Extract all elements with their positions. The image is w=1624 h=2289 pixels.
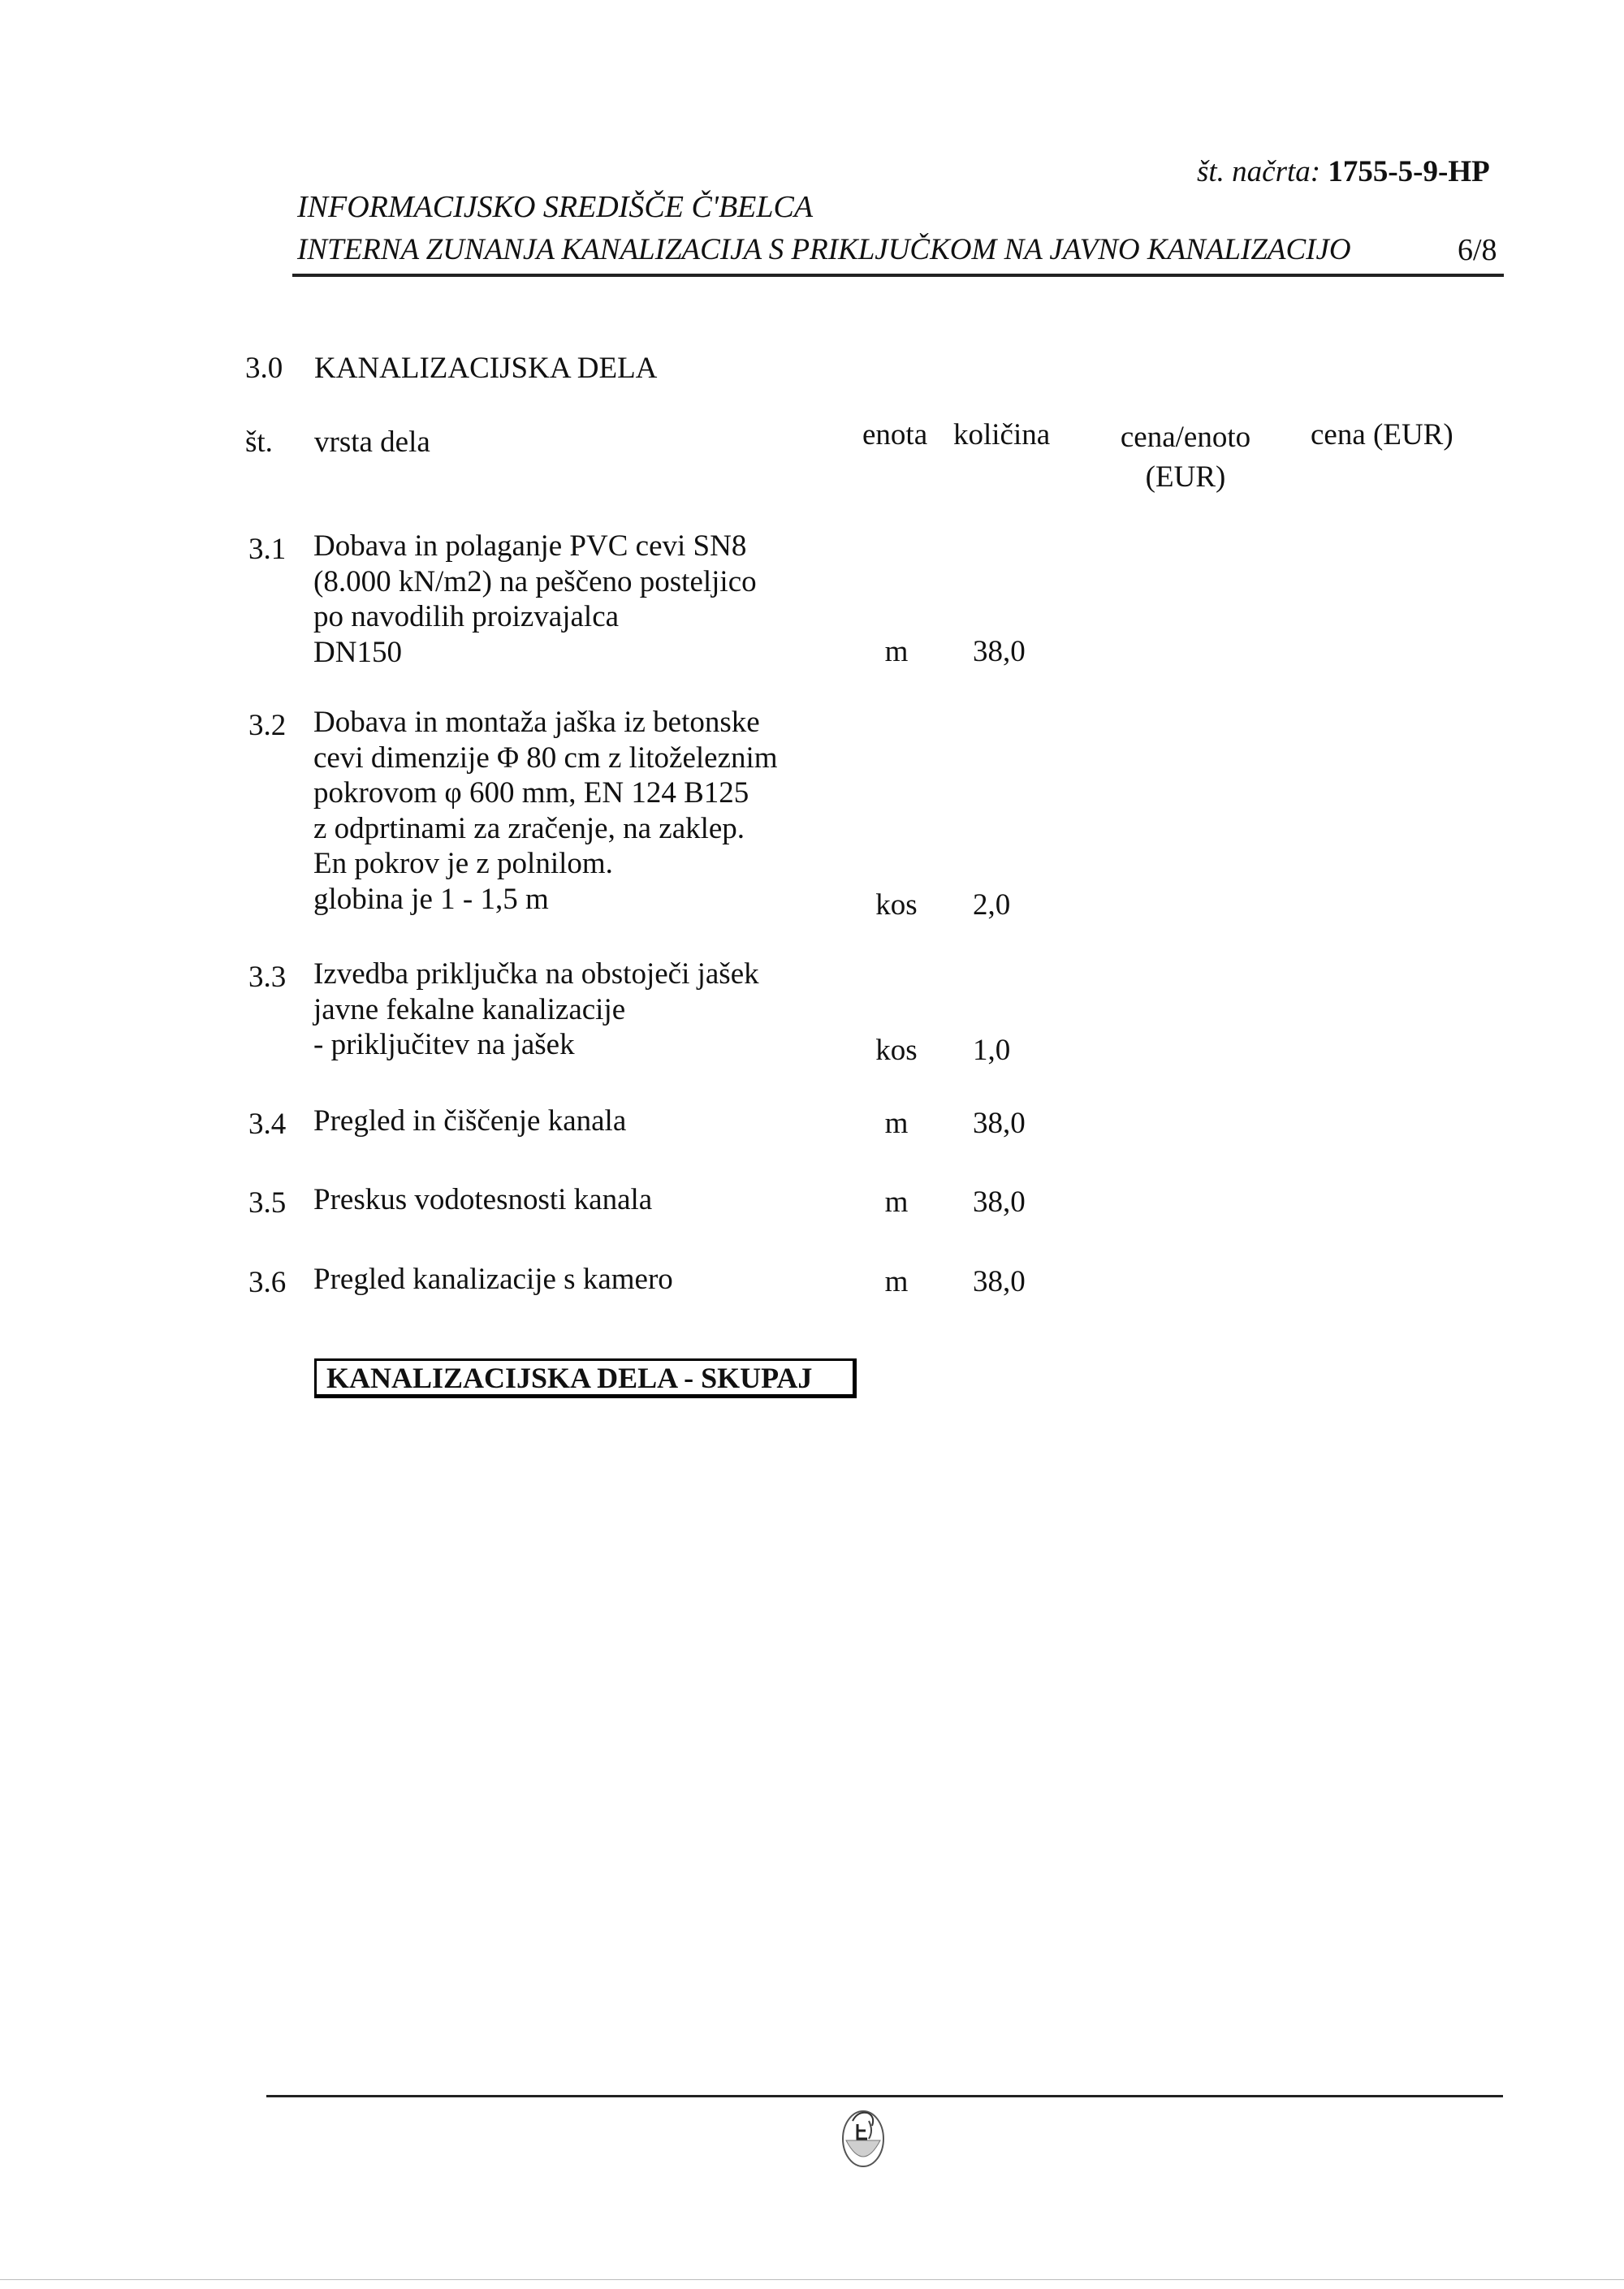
item-description-line: pokrovom φ 600 mm, EN 124 B125: [313, 776, 749, 810]
column-header-quantity: količina: [953, 418, 1051, 451]
section-number: 3.0: [245, 352, 283, 385]
drawing-number-value: 1755-5-9-HP: [1328, 155, 1490, 188]
item-number: 3.4: [248, 1108, 287, 1141]
item-description-line: javne fekalne kanalizacije: [313, 992, 626, 1026]
section-total-box: KANALIZACIJSKA DELA - SKUPAJ: [314, 1358, 857, 1398]
item-description-line: En pokrov je z polnilom.: [313, 847, 613, 880]
column-header-work-type: vrsta dela: [314, 425, 430, 459]
item-description: [313, 529, 757, 670]
item-description: [313, 1182, 652, 1218]
header-divider: [292, 274, 1504, 277]
project-subtitle: INTERNA ZUNANJA KANALIZACIJA S PRIKLJUČKOM NA JAVNO KANALIZACIJO: [297, 233, 1351, 266]
item-description-line: Pregled in čiščenje kanala: [313, 1104, 627, 1138]
item-description-line: - priključitev na jašek: [313, 1028, 575, 1061]
item-description-line: po navodilih proizvajalca: [313, 600, 620, 633]
item-unit: m: [884, 635, 909, 668]
section-title: KANALIZACIJSKA DELA: [314, 352, 658, 385]
item-unit: kos: [875, 888, 918, 922]
item-unit: m: [884, 1186, 909, 1219]
item-description-line: globina je 1 - 1,5 m: [313, 882, 549, 916]
item-description-line: Dobava in montaža jaška iz betonske: [313, 706, 760, 739]
footer-divider: [266, 2095, 1503, 2097]
item-description-line: DN150: [313, 635, 402, 669]
item-description: [313, 705, 778, 917]
item-quantity: 38,0: [973, 1107, 1026, 1140]
item-quantity: 38,0: [973, 1186, 1026, 1219]
item-quantity: 2,0: [973, 888, 1011, 922]
item-description: [313, 1103, 626, 1139]
page-number: 6/8: [1458, 233, 1497, 267]
project-title: INFORMACIJSKO SREDIŠČE Č'BELCA: [297, 190, 814, 224]
column-header-unit: enota: [862, 418, 928, 451]
item-number: 3.1: [248, 533, 287, 566]
item-description: [313, 1262, 673, 1298]
company-seal-icon: [840, 2103, 887, 2170]
column-header-number: št.: [245, 425, 273, 459]
column-header-unit-price: cena/enoto (EUR): [1120, 421, 1251, 494]
drawing-number: [1197, 154, 1490, 189]
drawing-number-label: št. načrta:: [1197, 155, 1321, 188]
item-description: [313, 957, 759, 1063]
item-description-line: Dobava in polaganje PVC cevi SN8: [313, 529, 747, 563]
item-quantity: 1,0: [973, 1034, 1011, 1067]
item-quantity: 38,0: [973, 1265, 1026, 1298]
item-description-line: Izvedba priključka na obstoječi jašek: [313, 957, 759, 991]
item-description-line: z odprtinami za zračenje, na zaklep.: [313, 811, 745, 845]
item-unit: m: [884, 1107, 909, 1140]
scan-edge-line: [0, 2279, 1624, 2280]
item-description-line: cevi dimenzije Φ 80 cm z litoželeznim: [313, 741, 778, 775]
item-quantity: 38,0: [973, 635, 1026, 668]
item-number: 3.5: [248, 1186, 287, 1220]
item-unit: kos: [875, 1034, 918, 1067]
item-number: 3.3: [248, 961, 287, 994]
item-number: 3.2: [248, 709, 287, 742]
item-description-line: Pregled kanalizacije s kamero: [313, 1263, 673, 1296]
item-number: 3.6: [248, 1266, 287, 1299]
item-unit: m: [884, 1265, 909, 1298]
column-header-price: cena (EUR): [1311, 418, 1453, 451]
item-description-line: Preskus vodotesnosti kanala: [313, 1183, 653, 1216]
item-description-line: (8.000 kN/m2) na peščeno posteljico: [313, 564, 757, 598]
